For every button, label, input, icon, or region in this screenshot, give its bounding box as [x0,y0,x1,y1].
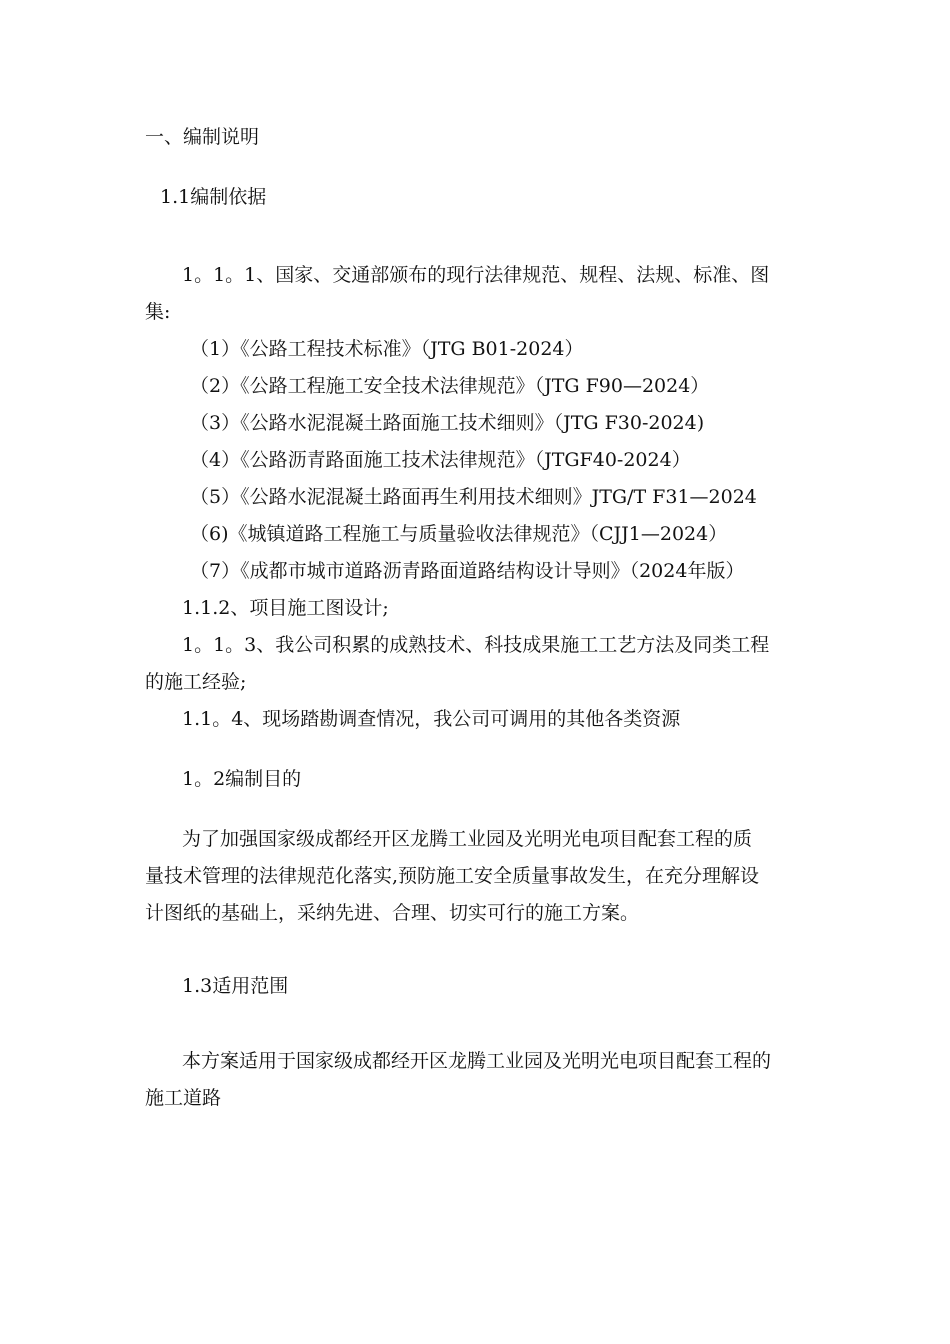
reference-item: （5）《公路水泥混凝土路面再生利用技术细则》JTG/T F31—2024 [190,486,757,508]
purpose-paragraph-line-3: 计图纸的基础上，采纳先进、合理、切实可行的施工方案。 [145,902,640,924]
scope-paragraph-line-2: 施工道路 [145,1087,222,1109]
purpose-paragraph-line-1: 为了加强国家级成都经开区龙腾工业园及光明光电项目配套工程的质 [182,828,753,850]
scope-paragraph-line-1: 本方案适用于国家级成都经开区龙腾工业园及光明光电项目配套工程的 [182,1050,772,1072]
purpose-heading: 1。2编制目的 [182,768,302,790]
basis-item-3-line-1: 1。1。3、我公司积累的成熟技术、科技成果施工工艺方法及同类工程 [182,634,770,656]
basis-item-2: 1.1.2、项目施工图设计; [182,597,389,619]
scope-heading: 1.3适用范围 [182,975,289,997]
basis-item-4: 1.1。4、现场踏勘调查情况，我公司可调用的其他各类资源 [182,708,681,730]
reference-item: （7）《成都市城市道路沥青路面道路结构设计导则》（2024年版） [190,560,745,582]
basis-item-3-line-2: 的施工经验; [145,671,247,693]
purpose-paragraph-line-2: 量技术管理的法律规范化落实,预防施工安全质量事故发生，在充分理解设 [145,865,760,887]
reference-item: （1）《公路工程技术标准》（JTG B01-2024） [190,338,584,360]
reference-item: （4）《公路沥青路面施工技术法律规范》（JTGF40-2024） [190,449,691,471]
reference-item: （2）《公路工程施工安全技术法律规范》（JTG F90—2024） [190,375,710,397]
basis-item-1-line-1: 1。1。1、国家、交通部颁布的现行法律规范、规程、法规、标准、图 [182,264,770,286]
section-heading: 一、编制说明 [145,126,260,148]
basis-heading: 1.1编制依据 [160,186,267,208]
reference-item: （6)《城镇道路工程施工与质量验收法律规范》（CJJ1—2024） [190,523,728,545]
basis-item-1-line-2: 集: [145,301,171,323]
reference-item: （3）《公路水泥混凝土路面施工技术细则》（JTG F30-2024) [190,412,705,434]
